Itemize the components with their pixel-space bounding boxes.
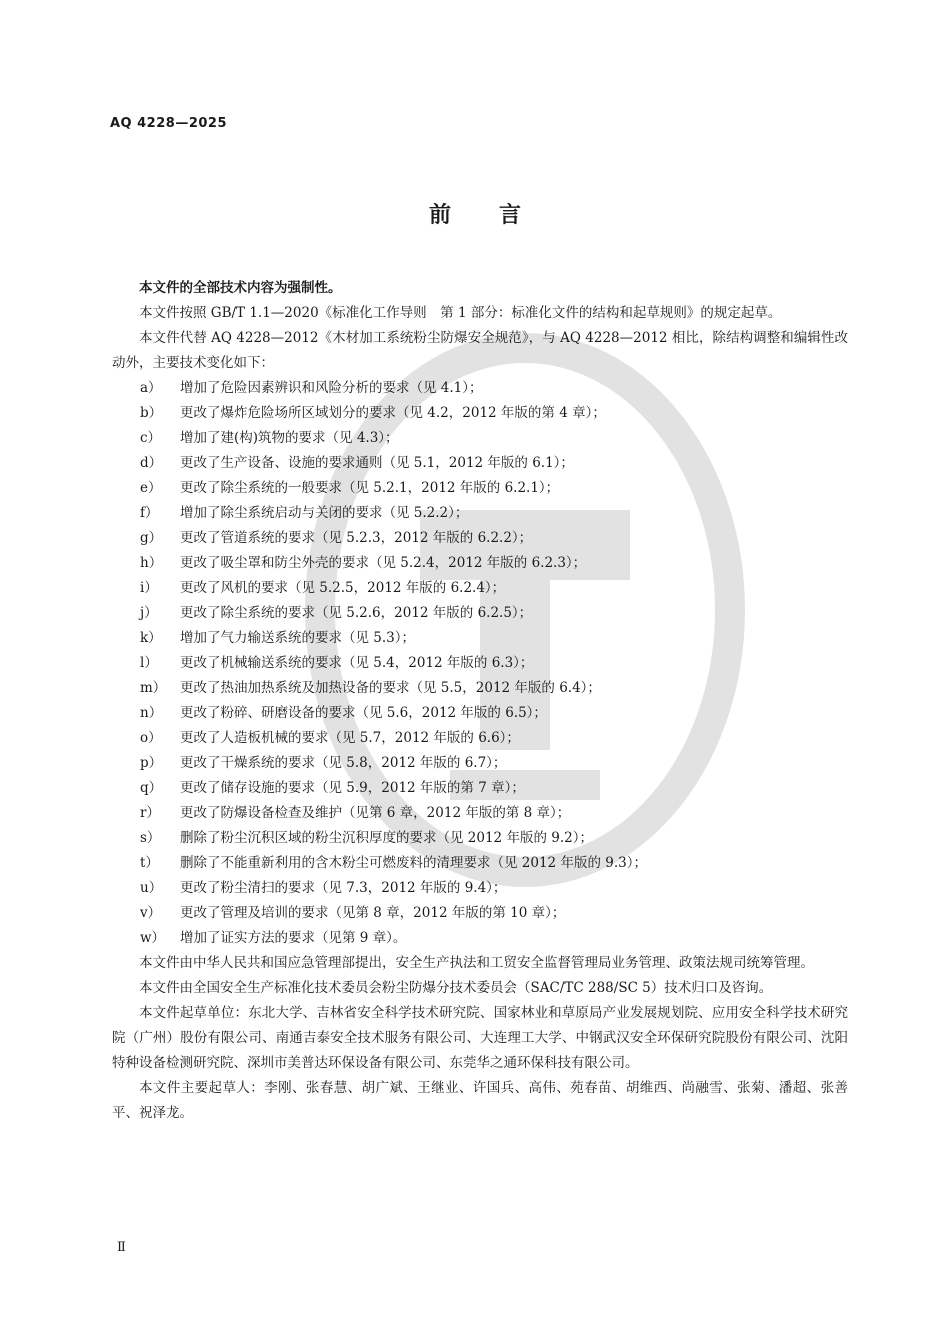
list-item: [112, 651, 848, 676]
list-marker: w）: [140, 930, 166, 946]
list-item: [112, 751, 848, 776]
list-marker: k）: [140, 630, 162, 646]
list-marker: v）: [140, 905, 162, 921]
foreword-body: [112, 276, 848, 1126]
list-item: [112, 551, 848, 576]
list-item: [112, 926, 848, 951]
list-item-text: 增加了除尘系统启动与关闭的要求（见 5.2.2）；: [180, 505, 469, 521]
paragraph-drafting-units: 本文件起草单位：东北大学、吉林省安全科学技术研究院、国家林业和草原局产业发展规划院、应用安全科学技术研究院（广州）股份有限公司、南通吉泰安全技术服务有限公司、大连理工大学、中钢武汉安全环保研究院股份有限公司、沈阳特种设备检测研究院、深圳市美普达环保设备有限公司、东莞华之通环保科技有限公司。: [112, 1005, 848, 1071]
paragraph-proposer: 本文件由中华人民共和国应急管理部提出，安全生产执法和工贸安全监督管理局业务管理、政策法规司统筹管理。: [139, 955, 814, 971]
list-item: [112, 776, 848, 801]
list-item-text: 更改了储存设施的要求（见 5.9，2012 年版的第 7 章）；: [180, 780, 525, 796]
list-marker: c）: [140, 430, 162, 446]
list-item: [112, 876, 848, 901]
list-marker: a）: [140, 380, 162, 396]
list-item-text: 增加了建(构)筑物的要求（见 4.3）；: [180, 430, 399, 446]
list-item-text: 更改了防爆设备检查及维护（见第 6 章，2012 年版的第 8 章）；: [180, 805, 571, 821]
list-item-text: 更改了吸尘罩和防尘外壳的要求（见 5.2.4，2012 年版的 6.2.3）；: [180, 555, 587, 571]
list-marker: m）: [140, 680, 167, 696]
list-item-text: 更改了生产设备、设施的要求通则（见 5.1，2012 年版的 6.1）；: [180, 455, 574, 471]
list-item: [112, 376, 848, 401]
list-item: [112, 601, 848, 626]
list-item: [112, 851, 848, 876]
list-item: [112, 451, 848, 476]
list-item-text: 更改了管道系统的要求（见 5.2.3，2012 年版的 6.2.2）；: [180, 530, 533, 546]
list-item-text: 更改了管理及培训的要求（见第 8 章，2012 年版的第 10 章）；: [180, 905, 566, 921]
list-item-text: 更改了爆炸危险场所区域划分的要求（见 4.2，2012 年版的第 4 章）；: [180, 405, 606, 421]
list-item-text: 更改了热油加热系统及加热设备的要求（见 5.5，2012 年版的 6.4）；: [180, 680, 601, 696]
list-item: [112, 701, 848, 726]
paragraph-mandatory: 本文件的全部技术内容为强制性。: [139, 280, 342, 296]
paragraph-drafting-rules: 本文件按照 GB/T 1.1—2020《标准化工作导则 第 1 部分：标准化文件的结构和起草规则》的规定起草。: [139, 305, 782, 321]
list-item-text: 更改了粉尘清扫的要求（见 7.3，2012 年版的 9.4）；: [180, 880, 507, 896]
list-item-text: 更改了除尘系统的要求（见 5.2.6，2012 年版的 6.2.5）；: [180, 605, 533, 621]
list-marker: b）: [140, 405, 163, 421]
list-item: [112, 826, 848, 851]
list-item-text: 删除了不能重新利用的含木粉尘可燃废料的清理要求（见 2012 年版的 9.3）；: [180, 855, 647, 871]
list-marker: d）: [140, 455, 163, 471]
list-marker: h）: [140, 555, 163, 571]
list-marker: o）: [140, 730, 162, 746]
list-item-text: 更改了机械输送系统的要求（见 5.4，2012 年版的 6.3）；: [180, 655, 534, 671]
page-title: 前言: [428, 203, 569, 228]
list-marker: r）: [140, 805, 160, 821]
list-marker: g）: [140, 530, 163, 546]
paragraph-drafters: 本文件主要起草人：李刚、张春慧、胡广斌、王继业、许国兵、高伟、苑春苗、胡维西、尚融雪、张菊、潘超、张善平、祝泽龙。: [112, 1080, 848, 1121]
list-item: [112, 726, 848, 751]
list-item-text: 更改了人造板机械的要求（见 5.7，2012 年版的 6.6）；: [180, 730, 520, 746]
list-item-text: 增加了气力输送系统的要求（见 5.3）；: [180, 630, 416, 646]
list-item: [112, 501, 848, 526]
list-item: [112, 426, 848, 451]
list-item-text: 更改了风机的要求（见 5.2.5，2012 年版的 6.2.4）；: [180, 580, 506, 596]
list-item-text: 增加了危险因素辨识和风险分析的要求（见 4.1）；: [180, 380, 483, 396]
changes-list: [112, 376, 848, 951]
list-marker: j）: [140, 605, 158, 621]
list-item: [112, 626, 848, 651]
list-item: [112, 401, 848, 426]
list-marker: f）: [140, 505, 159, 521]
list-marker: l）: [140, 655, 158, 671]
standard-code: AQ 4228—2025: [110, 116, 228, 131]
list-item: [112, 676, 848, 701]
list-marker: t）: [140, 855, 159, 871]
list-item: [112, 476, 848, 501]
list-marker: s）: [140, 830, 161, 846]
list-marker: u）: [140, 880, 163, 896]
list-marker: q）: [140, 780, 163, 796]
list-item-text: 增加了证实方法的要求（见第 9 章）。: [180, 930, 407, 946]
paragraph-committee: 本文件由全国安全生产标准化技术委员会粉尘防爆分技术委员会（SAC/TC 288/SC 5）技术归口及咨询。: [139, 980, 773, 996]
list-item-text: 更改了除尘系统的一般要求（见 5.2.1，2012 年版的 6.2.1）；: [180, 480, 560, 496]
list-item-text: 更改了粉碎、研磨设备的要求（见 5.6，2012 年版的 6.5）；: [180, 705, 547, 721]
list-item: [112, 526, 848, 551]
paragraph-replaces: 本文件代替 AQ 4228—2012《木材加工系统粉尘防爆安全规范》，与 AQ 4228—2012 相比，除结构调整和编辑性改动外，主要技术变化如下：: [112, 330, 848, 371]
list-item-text: 删除了粉尘沉积区域的粉尘沉积厚度的要求（见 2012 年版的 9.2）；: [180, 830, 593, 846]
list-marker: i）: [140, 580, 158, 596]
list-item-text: 更改了干燥系统的要求（见 5.8，2012 年版的 6.7）；: [180, 755, 507, 771]
list-marker: p）: [140, 755, 163, 771]
page-number: Ⅱ: [117, 1240, 126, 1255]
list-item: [112, 576, 848, 601]
list-marker: n）: [140, 705, 163, 721]
list-marker: e）: [140, 480, 162, 496]
list-item: [112, 801, 848, 826]
list-item: [112, 901, 848, 926]
